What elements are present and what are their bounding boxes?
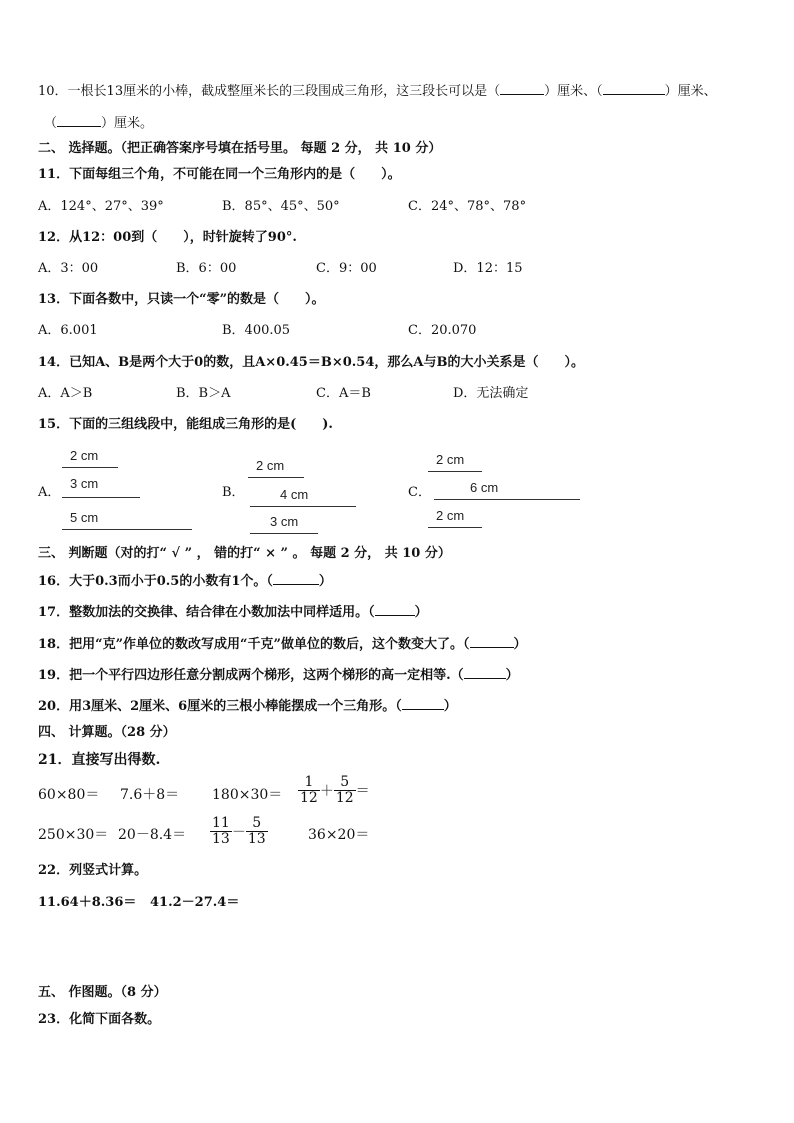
calc-item: 60×80＝ — [38, 787, 100, 803]
fraction — [246, 816, 268, 847]
q10-text: ）厘米、（ — [544, 84, 603, 99]
segment-line — [434, 499, 580, 500]
option-a[interactable]: A．A＞B — [38, 386, 93, 401]
section-heading: 三、 判断题（对的打“ √ ” ， 错的打“ × ” 。 每题 2 分， 共 10 分） — [38, 546, 451, 561]
q17-text: 17．整数加法的交换律、结合律在小数加法中同样适用。（ — [38, 605, 375, 620]
option-a[interactable]: A．124°、27°、39° — [38, 199, 164, 214]
segment-length: 3 cm — [70, 476, 99, 491]
fraction-expression — [298, 775, 370, 806]
section-heading: 四、 计算题。（28 分） — [38, 725, 176, 740]
option-c[interactable]: C．20.070 — [408, 323, 477, 338]
equals: ＝ — [355, 783, 370, 800]
section-heading: 二、 选择题。（把正确答案序号填在括号里。 每题 2 分， 共 10 分） — [38, 141, 442, 156]
q20-close: ） — [443, 699, 457, 714]
question-21-stem: 21．直接写出得数. — [38, 752, 161, 768]
q19-text: 19．把一个平行四边形任意分割成两个梯形，这两个梯形的高一定相等.（ — [38, 668, 464, 683]
calc-item: 7.6＋8＝ — [120, 787, 180, 803]
q19-close: ） — [505, 668, 519, 683]
operator: － — [231, 824, 246, 841]
answer-blank[interactable] — [500, 82, 544, 95]
segment-length: 4 cm — [280, 487, 309, 502]
fraction-expression — [210, 816, 268, 847]
answer-blank[interactable] — [57, 114, 101, 127]
option-c[interactable]: C．A＝B — [316, 386, 371, 401]
q18-close: ） — [513, 637, 527, 652]
segment-line — [250, 506, 356, 507]
q16-text: 16．大于0.3而小于0.5的小数有1个。（ — [38, 574, 273, 589]
option-d[interactable]: D．无法确定 — [453, 386, 529, 401]
q10-text: （ — [44, 116, 58, 131]
question-19 — [38, 666, 519, 685]
question-15-stem: 15．下面的三组线段中，能组成三角形的是( ). — [38, 417, 333, 432]
option-b[interactable]: B．6：00 — [176, 261, 237, 276]
calc-item: 20－8.4＝ — [118, 827, 187, 843]
denominator: 13 — [212, 831, 230, 847]
answer-blank[interactable] — [603, 82, 665, 95]
question-11-stem: 11．下面每组三个角，不可能在同一个三角形内的是（ ）。 — [38, 167, 401, 182]
segment-line — [62, 467, 118, 468]
segment-length: 5 cm — [70, 510, 99, 525]
option-c[interactable]: C．24°、78°、78° — [408, 199, 527, 214]
segment-length: 3 cm — [270, 514, 299, 529]
q16-close: ） — [318, 574, 332, 589]
segment-b3 — [250, 514, 320, 534]
fraction — [210, 816, 232, 847]
question-14-stem: 14．已知A、B是两个大于0的数，且A×0.45＝B×0.54，那么A与B的大小关系是（ ）。 — [38, 355, 584, 370]
answer-blank[interactable] — [464, 666, 506, 679]
segment-line — [428, 527, 482, 528]
question-18 — [38, 635, 527, 654]
segment-c3 — [428, 508, 484, 528]
option-d[interactable]: D．12：15 — [453, 261, 523, 276]
option-b[interactable]: B．85°、45°、50° — [222, 199, 340, 214]
segment-length: 2 cm — [436, 452, 465, 467]
fraction — [334, 775, 356, 806]
option-c[interactable]: C． — [408, 485, 431, 500]
option-a[interactable]: A．6.001 — [38, 323, 98, 338]
calc-item: 41.2－27.4＝ — [150, 895, 240, 910]
answer-blank[interactable] — [470, 635, 514, 648]
section-heading: 五、 作图题。（8 分） — [38, 985, 167, 1000]
q10-text: ）厘米。 — [101, 116, 154, 131]
numerator: 5 — [334, 775, 356, 791]
segment-length: 2 cm — [70, 448, 99, 463]
calc-item: 180×30＝ — [212, 787, 283, 803]
operator: ＋ — [319, 783, 334, 800]
option-b[interactable]: B．400.05 — [222, 323, 291, 338]
option-b[interactable]: B． — [222, 485, 245, 500]
numerator: 11 — [212, 815, 230, 831]
segment-b2 — [250, 487, 358, 507]
answer-blank[interactable] — [402, 697, 444, 710]
answer-blank[interactable] — [273, 572, 319, 585]
segment-c1 — [428, 452, 484, 472]
option-c[interactable]: C．9：00 — [316, 261, 377, 276]
numerator: 5 — [246, 816, 268, 832]
option-a[interactable]: A． — [38, 485, 61, 500]
question-10 — [38, 82, 717, 101]
q17-close: ） — [414, 605, 428, 620]
segment-line — [250, 533, 318, 534]
calc-item: 11.64＋8.36＝ — [38, 895, 137, 910]
segment-a2 — [62, 476, 142, 498]
option-a[interactable]: A．3：00 — [38, 261, 99, 276]
question-17 — [38, 603, 428, 622]
q10-text: 10．一根长13厘米的小棒，截成整厘米长的三段围成三角形，这三段长可以是（ — [38, 84, 501, 99]
question-22-stem: 22．列竖式计算。 — [38, 863, 148, 878]
question-16 — [38, 572, 332, 591]
segment-length: 6 cm — [470, 480, 499, 495]
question-12-stem: 12．从12：00到（ ），时针旋转了90°. — [38, 230, 297, 245]
segment-length: 2 cm — [256, 458, 285, 473]
segment-a1 — [62, 448, 122, 468]
calc-item: 250×30＝ — [38, 827, 109, 843]
option-b[interactable]: B．B＞A — [176, 386, 231, 401]
segment-length: 2 cm — [436, 508, 465, 523]
answer-blank[interactable] — [375, 603, 415, 616]
question-20 — [38, 697, 457, 716]
question-13-stem: 13．下面各数中，只读一个“零”的数是（ ）。 — [38, 292, 325, 307]
denominator: 12 — [300, 790, 318, 806]
denominator: 13 — [247, 831, 266, 847]
segment-line — [248, 477, 304, 478]
segment-c2 — [434, 480, 582, 500]
numerator: 1 — [298, 775, 320, 791]
question-23-stem: 23．化简下面各数。 — [38, 1012, 161, 1027]
q20-text: 20．用3厘米、2厘米、6厘米的三根小棒能摆成一个三角形。（ — [38, 699, 402, 714]
q18-text: 18．把用“克”作单位的数改写成用“千克”做单位的数后，这个数变大了。（ — [38, 637, 470, 652]
fraction — [298, 775, 320, 806]
segment-b1 — [248, 458, 306, 478]
segment-line — [62, 497, 140, 498]
calc-item: 36×20＝ — [308, 827, 370, 843]
q10-text: ）厘米、 — [664, 84, 717, 99]
question-10-cont — [44, 114, 153, 133]
segment-line — [428, 471, 482, 472]
segment-line — [62, 529, 192, 530]
denominator: 12 — [335, 790, 354, 806]
segment-a3 — [62, 510, 194, 530]
